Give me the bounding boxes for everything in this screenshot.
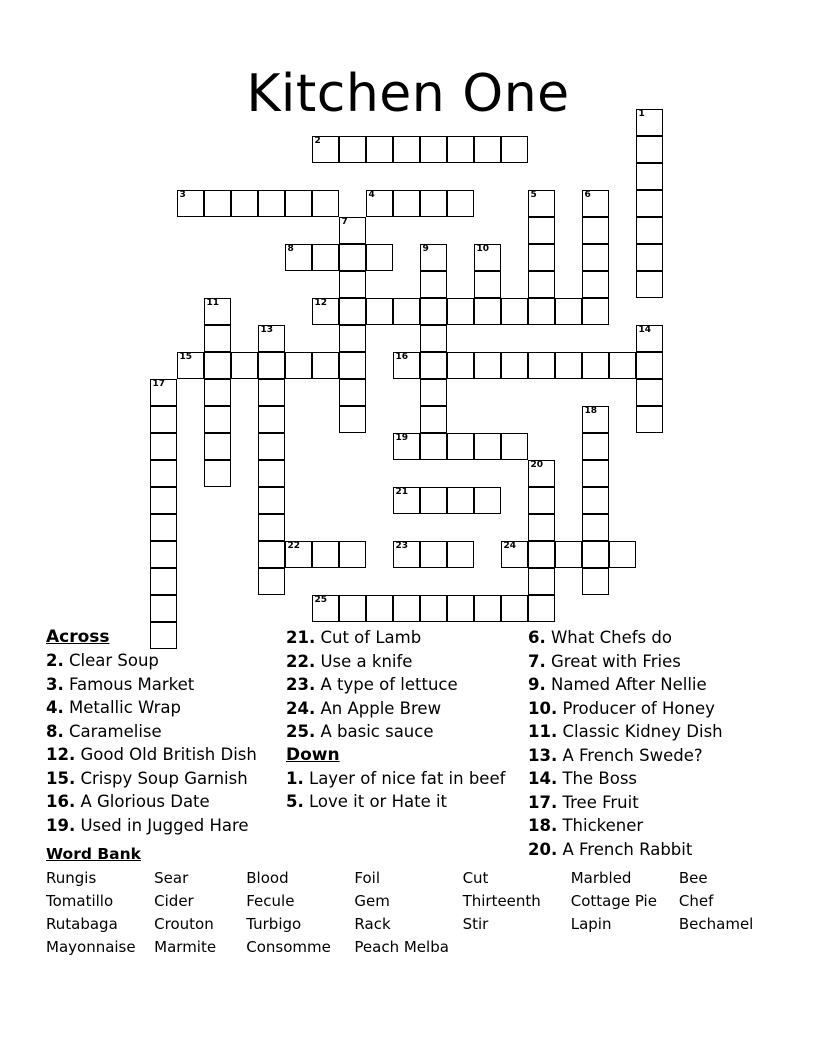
across-clue-21: [286, 626, 522, 650]
grid-cell[interactable]: [447, 487, 474, 514]
down-clue-5: [286, 790, 522, 814]
grid-cell[interactable]: [339, 271, 366, 298]
grid-cell[interactable]: [366, 136, 393, 163]
grid-cell[interactable]: [204, 190, 231, 217]
grid-cell-number: 23: [395, 541, 409, 551]
across-clue-4: [46, 696, 286, 720]
grid-cell[interactable]: [447, 433, 474, 460]
grid-cell[interactable]: [393, 298, 420, 325]
grid-cell[interactable]: [447, 136, 474, 163]
across-clue-list-part1: [46, 649, 286, 837]
grid-cell[interactable]: [177, 190, 204, 217]
clue-number: 15.: [46, 768, 76, 788]
grid-cell[interactable]: [636, 163, 663, 190]
grid-cell[interactable]: [150, 541, 177, 568]
clue-text: Layer of nice fat in beef: [303, 768, 506, 788]
grid-cell-number: 15: [179, 352, 193, 362]
down-clue-13: [528, 744, 778, 768]
grid-cell[interactable]: [312, 190, 339, 217]
grid-cell[interactable]: [150, 379, 177, 406]
grid-cell[interactable]: [258, 514, 285, 541]
grid-cell[interactable]: [420, 487, 447, 514]
down-clue-1: [286, 767, 522, 791]
grid-cell[interactable]: [420, 433, 447, 460]
down-clue-list-part2: [528, 626, 778, 861]
grid-cell[interactable]: [474, 595, 501, 622]
clue-number: 22.: [286, 651, 316, 671]
grid-cell[interactable]: [312, 595, 339, 622]
word-bank-word[interactable]: Chef: [678, 892, 714, 910]
grid-cell-number: 20: [530, 460, 544, 470]
grid-cell[interactable]: [447, 298, 474, 325]
word-bank-empty: [463, 936, 571, 959]
clue-number: 5.: [286, 792, 304, 811]
clue-text: Great with Fries: [545, 651, 681, 671]
grid-cell[interactable]: [555, 352, 582, 379]
grid-cell[interactable]: [636, 244, 663, 271]
grid-cell[interactable]: [204, 406, 231, 433]
word-bank-word[interactable]: Bee: [678, 869, 708, 887]
grid-cell-number: 4: [368, 190, 375, 200]
clues-column-1: [46, 626, 286, 837]
across-clue-24: [286, 697, 522, 721]
grid-cell[interactable]: [582, 433, 609, 460]
grid-cell-number: 5: [530, 190, 537, 200]
word-bank-empty: [571, 936, 679, 959]
clues-column-3: [528, 626, 778, 861]
grid-cell[interactable]: [474, 352, 501, 379]
grid-cell-number: 16: [395, 352, 409, 362]
across-clue-list-part2: [286, 626, 522, 744]
word-bank-word[interactable]: Rack: [354, 915, 391, 933]
grid-cell-number: 7: [341, 217, 348, 227]
grid-cell[interactable]: [636, 136, 663, 163]
clue-number: 8.: [46, 721, 64, 741]
word-bank-table: [46, 867, 786, 959]
grid-cell-number: 19: [395, 433, 409, 443]
grid-cell[interactable]: [528, 352, 555, 379]
clue-number: 23.: [286, 675, 316, 694]
grid-cell-number: 9: [422, 244, 429, 254]
word-bank-word[interactable]: Gem: [354, 892, 390, 910]
grid-cell[interactable]: [339, 298, 366, 325]
grid-cell[interactable]: [339, 244, 366, 271]
grid-cell[interactable]: [258, 406, 285, 433]
clue-number: 20.: [528, 839, 558, 859]
grid-cell-number: 11: [206, 298, 220, 308]
grid-cell[interactable]: [258, 190, 285, 217]
word-bank-word[interactable]: Cottage Pie: [570, 892, 657, 910]
grid-cell[interactable]: [636, 379, 663, 406]
grid-cell-number: 17: [152, 379, 166, 389]
clue-text: A basic sauce: [315, 722, 434, 741]
clue-text: Love it or Hate it: [303, 792, 448, 811]
grid-cell[interactable]: [285, 352, 312, 379]
grid-cell[interactable]: [150, 595, 177, 622]
grid-cell[interactable]: [420, 541, 447, 568]
word-bank-row: [46, 913, 786, 936]
grid-cell[interactable]: [582, 298, 609, 325]
clue-number: 11.: [528, 722, 558, 741]
word-bank-word[interactable]: Peach Melba: [354, 938, 449, 956]
grid-cell[interactable]: [501, 595, 528, 622]
clue-text: The Boss: [557, 769, 638, 788]
grid-cell[interactable]: [609, 352, 636, 379]
clue-number: 14.: [528, 769, 558, 788]
grid-cell[interactable]: [339, 217, 366, 244]
clue-text: Used in Jugged Hare: [75, 815, 249, 835]
grid-cell[interactable]: [420, 352, 447, 379]
down-clue-11: [528, 720, 778, 744]
grid-cell[interactable]: [366, 595, 393, 622]
grid-cell[interactable]: [420, 325, 447, 352]
grid-cell-number: 1: [638, 109, 645, 119]
grid-cell[interactable]: [177, 352, 204, 379]
grid-cell[interactable]: [420, 136, 447, 163]
clue-number: 7.: [528, 651, 546, 671]
clue-text: Use a knife: [315, 651, 413, 671]
grid-cell[interactable]: [636, 352, 663, 379]
word-bank-word[interactable]: Consomme: [246, 938, 331, 956]
grid-cell[interactable]: [258, 325, 285, 352]
clue-number: 17.: [528, 792, 558, 812]
grid-cell[interactable]: [258, 568, 285, 595]
clue-number: 10.: [528, 698, 558, 718]
grid-cell[interactable]: [258, 379, 285, 406]
clue-text: Crispy Soup Garnish: [75, 768, 248, 788]
grid-cell[interactable]: [528, 190, 555, 217]
clue-text: Famous Market: [63, 674, 195, 694]
grid-cell[interactable]: [447, 190, 474, 217]
clue-text: Producer of Honey: [557, 698, 715, 718]
grid-cell-number: 25: [314, 595, 328, 605]
grid-cell[interactable]: [285, 190, 312, 217]
grid-cell[interactable]: [393, 595, 420, 622]
word-bank-word[interactable]: Cut: [462, 869, 489, 887]
word-bank-word[interactable]: Rungis: [46, 869, 97, 887]
grid-cell[interactable]: [582, 514, 609, 541]
grid-cell[interactable]: [582, 568, 609, 595]
grid-cell[interactable]: [204, 433, 231, 460]
grid-cell[interactable]: [339, 136, 366, 163]
clue-text: Tree Fruit: [557, 792, 639, 812]
grid-cell-number: 2: [314, 136, 321, 146]
grid-cell[interactable]: [636, 271, 663, 298]
clue-text: A type of lettuce: [315, 675, 458, 694]
clue-number: 13.: [528, 745, 558, 765]
word-bank-word[interactable]: Marbled: [570, 869, 632, 887]
word-bank-word[interactable]: Crouton: [154, 915, 214, 933]
word-bank-word[interactable]: Rutabaga: [46, 915, 118, 933]
grid-cell[interactable]: [339, 352, 366, 379]
across-heading: Across: [46, 627, 110, 647]
grid-cell[interactable]: [339, 325, 366, 352]
across-clue-22: [286, 650, 522, 674]
grid-cell[interactable]: [474, 487, 501, 514]
clue-text: Cut of Lamb: [315, 628, 422, 647]
grid-cell[interactable]: [447, 541, 474, 568]
grid-cell[interactable]: [636, 406, 663, 433]
grid-cell[interactable]: [393, 433, 420, 460]
down-clue-list-part1: [286, 767, 522, 814]
grid-cell[interactable]: [501, 433, 528, 460]
clue-number: 1.: [286, 768, 304, 788]
clue-number: 12.: [46, 745, 76, 764]
grid-cell[interactable]: [339, 406, 366, 433]
word-bank-word[interactable]: Foil: [354, 869, 381, 887]
grid-cell[interactable]: [474, 271, 501, 298]
grid-cell-number: 18: [584, 406, 598, 416]
grid-cell[interactable]: [258, 433, 285, 460]
grid-cell[interactable]: [582, 190, 609, 217]
grid-cell[interactable]: [366, 190, 393, 217]
word-bank-word[interactable]: Fecule: [246, 892, 295, 910]
grid-cell[interactable]: [528, 217, 555, 244]
down-clue-10: [528, 697, 778, 721]
grid-cell[interactable]: [582, 487, 609, 514]
clues-column-2: [286, 626, 522, 814]
grid-cell[interactable]: [447, 352, 474, 379]
grid-cell[interactable]: [285, 244, 312, 271]
grid-cell[interactable]: [150, 433, 177, 460]
grid-cell[interactable]: [258, 541, 285, 568]
grid-cell-number: 6: [584, 190, 591, 200]
word-bank-word[interactable]: Lapin: [570, 915, 612, 933]
grid-cell[interactable]: [312, 541, 339, 568]
across-clue-19: [46, 814, 286, 838]
across-clue-2: [46, 649, 286, 673]
word-bank-word[interactable]: Cider: [154, 892, 194, 910]
grid-cell[interactable]: [501, 136, 528, 163]
clue-text: A French Swede?: [557, 745, 703, 765]
grid-cell[interactable]: [501, 298, 528, 325]
grid-cell-number: 21: [395, 487, 409, 497]
grid-cell[interactable]: [474, 244, 501, 271]
grid-cell[interactable]: [150, 460, 177, 487]
grid-cell[interactable]: [582, 217, 609, 244]
word-bank-row: [46, 890, 786, 913]
grid-cell[interactable]: [582, 460, 609, 487]
across-clue-23: [286, 673, 522, 697]
grid-cell[interactable]: [231, 352, 258, 379]
word-bank-row: [46, 867, 786, 890]
grid-cell[interactable]: [312, 298, 339, 325]
clue-text: Thickener: [557, 816, 644, 835]
grid-cell-number: 22: [287, 541, 301, 551]
word-bank-word[interactable]: Blood: [246, 869, 289, 887]
word-bank-section: [46, 844, 786, 959]
grid-cell[interactable]: [528, 460, 555, 487]
clue-text: What Chefs do: [545, 628, 672, 647]
grid-cell[interactable]: [285, 541, 312, 568]
page-title: Kitchen One: [246, 63, 570, 124]
grid-cell[interactable]: [204, 298, 231, 325]
down-heading: Down: [286, 744, 340, 765]
clue-number: 4.: [46, 698, 64, 717]
grid-cell[interactable]: [447, 595, 474, 622]
clue-number: 19.: [46, 815, 76, 835]
word-bank-word[interactable]: Thirteenth: [462, 892, 541, 910]
across-clue-25: [286, 720, 522, 744]
clue-text: Metallic Wrap: [63, 698, 181, 717]
grid-cell[interactable]: [258, 487, 285, 514]
grid-cell[interactable]: [582, 244, 609, 271]
across-clue-15: [46, 767, 286, 791]
grid-cell[interactable]: [528, 568, 555, 595]
grid-cell-number: 14: [638, 325, 652, 335]
grid-cell[interactable]: [339, 379, 366, 406]
grid-cell[interactable]: [150, 568, 177, 595]
grid-cell[interactable]: [312, 352, 339, 379]
clue-text: Clear Soup: [63, 651, 159, 670]
grid-cell[interactable]: [609, 541, 636, 568]
grid-cell[interactable]: [636, 325, 663, 352]
word-bank-word[interactable]: Tomatillo: [46, 892, 114, 910]
clue-number: 9.: [528, 675, 546, 694]
down-clue-17: [528, 791, 778, 815]
clue-number: 6.: [528, 628, 546, 647]
grid-cell[interactable]: [501, 541, 528, 568]
clue-number: 21.: [286, 628, 316, 647]
grid-cell[interactable]: [582, 406, 609, 433]
grid-cell-number: 10: [476, 244, 490, 254]
grid-cell[interactable]: [420, 298, 447, 325]
grid-cell[interactable]: [528, 271, 555, 298]
grid-cell[interactable]: [393, 136, 420, 163]
clue-number: 24.: [286, 698, 316, 718]
grid-cell[interactable]: [339, 541, 366, 568]
grid-cell[interactable]: [474, 433, 501, 460]
grid-cell[interactable]: [231, 190, 258, 217]
grid-cell[interactable]: [150, 487, 177, 514]
grid-cell[interactable]: [204, 325, 231, 352]
word-bank-word[interactable]: Sear: [154, 869, 189, 887]
word-bank-empty: [679, 936, 786, 959]
grid-cell[interactable]: [420, 379, 447, 406]
grid-cell[interactable]: [420, 190, 447, 217]
grid-cell[interactable]: [204, 460, 231, 487]
clue-text: A Glorious Date: [75, 792, 210, 811]
grid-cell[interactable]: [501, 352, 528, 379]
word-bank-word[interactable]: Turbigo: [246, 915, 302, 933]
grid-cell[interactable]: [582, 271, 609, 298]
across-clue-16: [46, 790, 286, 814]
word-bank-word[interactable]: Bechamel: [678, 915, 754, 933]
grid-cell[interactable]: [366, 244, 393, 271]
grid-cell[interactable]: [420, 406, 447, 433]
grid-cell[interactable]: [393, 487, 420, 514]
grid-cell-number: 12: [314, 298, 328, 308]
grid-cell[interactable]: [393, 190, 420, 217]
grid-cell[interactable]: [204, 352, 231, 379]
across-clue-3: [46, 673, 286, 697]
clue-number: 25.: [286, 722, 316, 741]
down-clue-18: [528, 814, 778, 838]
grid-cell[interactable]: [312, 244, 339, 271]
down-clue-14: [528, 767, 778, 791]
grid-cell[interactable]: [528, 541, 555, 568]
clue-text: Caramelise: [63, 721, 162, 741]
grid-cell[interactable]: [474, 136, 501, 163]
grid-cell-number: 13: [260, 325, 274, 335]
grid-cell[interactable]: [366, 298, 393, 325]
grid-cell[interactable]: [258, 460, 285, 487]
clue-text: An Apple Brew: [315, 698, 442, 718]
grid-cell[interactable]: [258, 352, 285, 379]
grid-cell[interactable]: [150, 406, 177, 433]
grid-cell[interactable]: [582, 352, 609, 379]
grid-cell[interactable]: [582, 541, 609, 568]
grid-cell[interactable]: [636, 190, 663, 217]
grid-cell-number: 24: [503, 541, 517, 551]
clue-text: A French Rabbit: [557, 839, 693, 859]
grid-cell[interactable]: [555, 298, 582, 325]
grid-cell[interactable]: [636, 109, 663, 136]
grid-cell[interactable]: [312, 136, 339, 163]
clue-text: Named After Nellie: [545, 675, 707, 694]
grid-cell[interactable]: [393, 352, 420, 379]
grid-cell[interactable]: [528, 244, 555, 271]
grid-cell[interactable]: [555, 541, 582, 568]
clue-number: 18.: [528, 816, 558, 835]
word-bank-heading: Word Bank: [46, 845, 141, 863]
grid-cell[interactable]: [204, 379, 231, 406]
word-bank-word[interactable]: Marmite: [154, 938, 217, 956]
across-clue-12: [46, 743, 286, 767]
grid-cell[interactable]: [393, 541, 420, 568]
grid-cell[interactable]: [150, 514, 177, 541]
grid-cell[interactable]: [528, 595, 555, 622]
grid-cell[interactable]: [528, 487, 555, 514]
clue-number: 2.: [46, 651, 64, 670]
grid-cell[interactable]: [528, 298, 555, 325]
grid-cell-number: 3: [179, 190, 186, 200]
clue-text: Classic Kidney Dish: [557, 722, 723, 741]
down-clue-6: [528, 626, 778, 650]
word-bank-row: [46, 936, 786, 959]
grid-cell[interactable]: [420, 271, 447, 298]
across-clue-8: [46, 720, 286, 744]
grid-cell[interactable]: [528, 514, 555, 541]
grid-cell[interactable]: [636, 217, 663, 244]
clue-number: 3.: [46, 674, 64, 694]
clue-number: 16.: [46, 792, 76, 811]
down-clue-9: [528, 673, 778, 697]
clue-text: Good Old British Dish: [75, 745, 257, 764]
word-bank-word[interactable]: Mayonnaise: [46, 938, 136, 956]
grid-cell[interactable]: [420, 244, 447, 271]
down-clue-7: [528, 650, 778, 674]
grid-cell[interactable]: [339, 595, 366, 622]
word-bank-word[interactable]: Stir: [462, 915, 489, 933]
grid-cell[interactable]: [420, 595, 447, 622]
grid-cell[interactable]: [474, 298, 501, 325]
grid-cell-number: 8: [287, 244, 294, 254]
